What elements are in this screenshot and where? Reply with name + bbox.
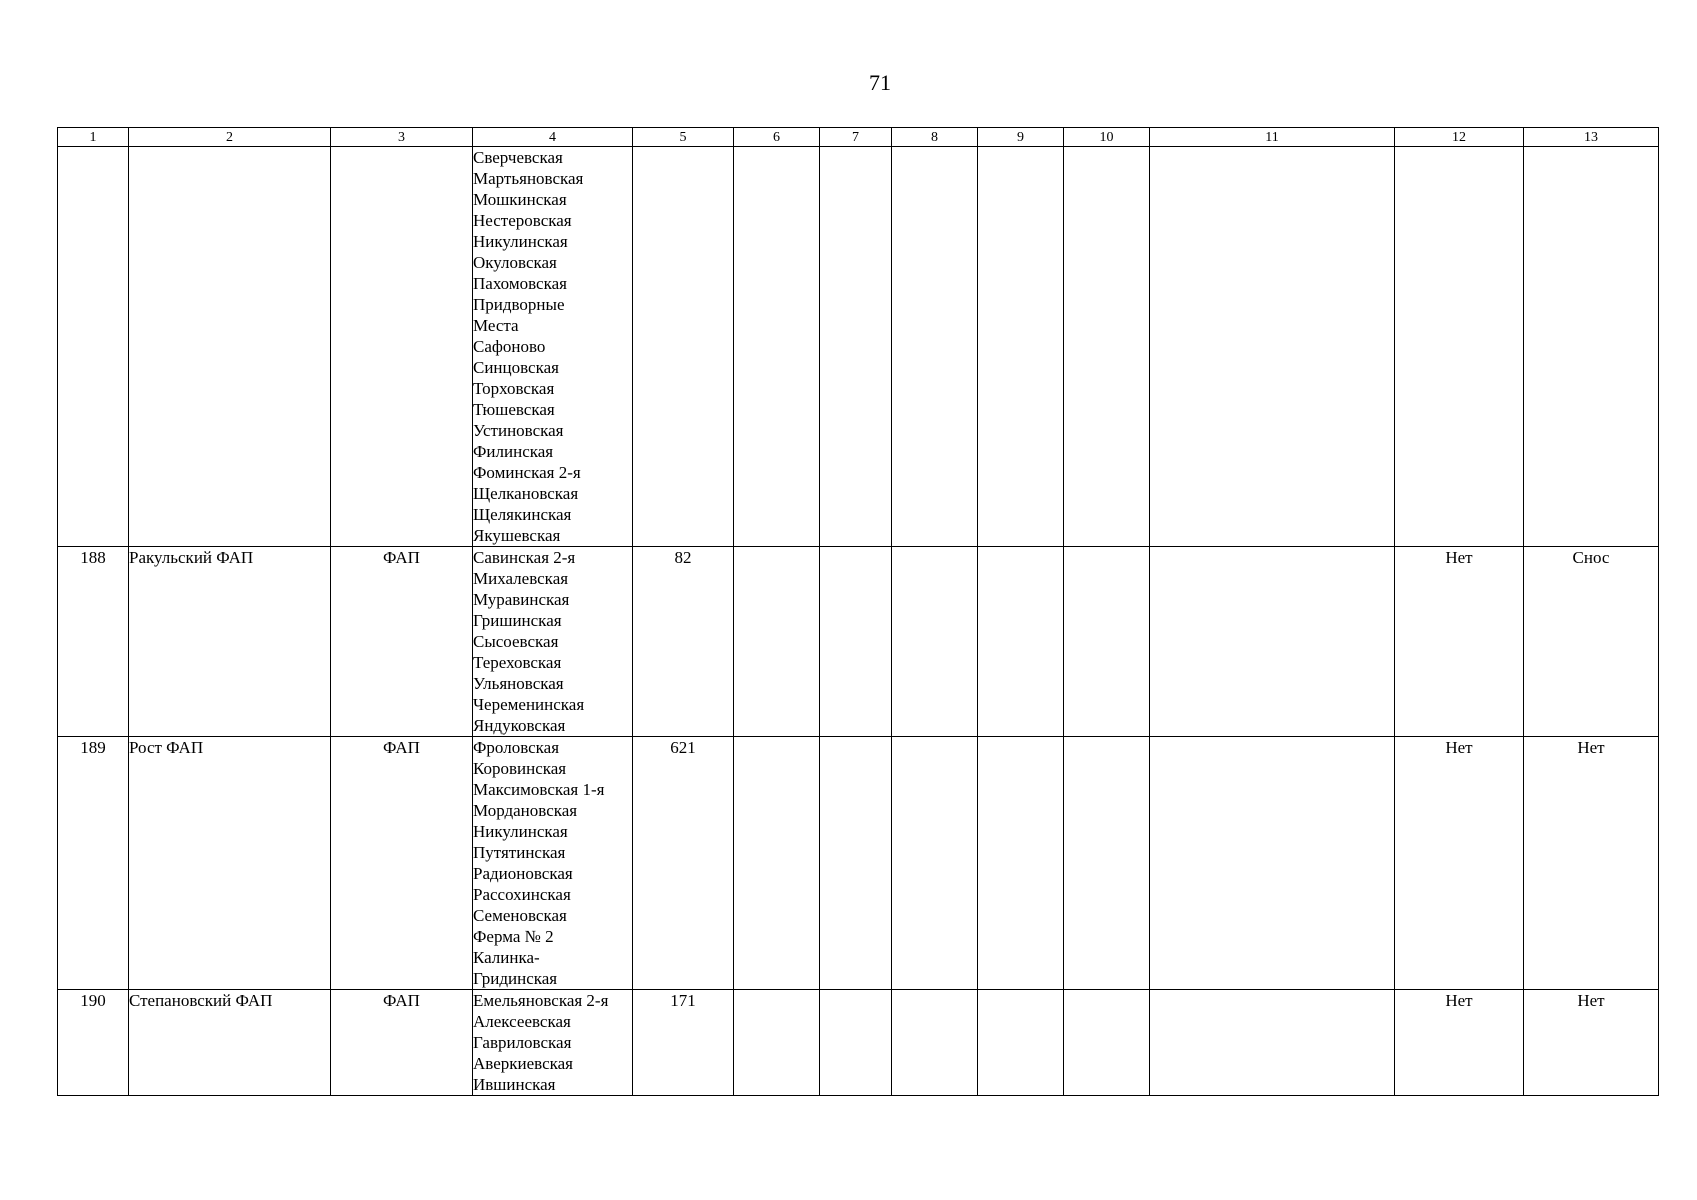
empty-cell	[1064, 737, 1150, 990]
col13-value: Нет	[1524, 990, 1659, 1096]
empty-cell	[820, 990, 892, 1096]
place-name: Емельяновская 2-я	[473, 991, 609, 1010]
place-name: Ферма № 2	[473, 927, 554, 946]
place-name: Гришинская	[473, 611, 562, 630]
place-name: Алексеевская	[473, 1012, 571, 1031]
place-name: Тереховская	[473, 653, 562, 672]
column-header: 1	[58, 128, 129, 147]
col12-value: Нет	[1395, 990, 1524, 1096]
data-table	[57, 127, 1659, 1096]
column-header: 3	[331, 128, 473, 147]
facility-type: ФАП	[331, 737, 473, 990]
table-row	[58, 737, 1659, 990]
row-number: 188	[58, 547, 129, 737]
column-header: 13	[1524, 128, 1659, 147]
empty-cell	[892, 990, 978, 1096]
col13-value: Нет	[1524, 737, 1659, 990]
empty-cell	[1150, 547, 1395, 737]
facility-type	[331, 147, 473, 547]
place-name: Аверкиевская	[473, 1054, 573, 1073]
empty-cell	[820, 147, 892, 547]
empty-cell	[734, 990, 820, 1096]
empty-cell	[1064, 547, 1150, 737]
header-row	[58, 128, 1659, 147]
column-header: 10	[1064, 128, 1150, 147]
col12-value: Нет	[1395, 547, 1524, 737]
population: 82	[633, 547, 734, 737]
empty-cell	[734, 737, 820, 990]
facility-name: Степановский ФАП	[129, 990, 331, 1096]
column-header: 7	[820, 128, 892, 147]
population: 621	[633, 737, 734, 990]
place-name: Сверчевская	[473, 148, 563, 167]
facility-name: Ракульский ФАП	[129, 547, 331, 737]
place-name: Ульяновская	[473, 674, 564, 693]
column-header: 2	[129, 128, 331, 147]
place-name: Фоминская 2-я	[473, 463, 581, 482]
column-header: 8	[892, 128, 978, 147]
places-list	[473, 547, 633, 737]
place-name: Сысоевская	[473, 632, 559, 651]
place-name: Муравинская	[473, 590, 570, 609]
places-list	[473, 147, 633, 547]
empty-cell	[820, 547, 892, 737]
empty-cell	[1150, 990, 1395, 1096]
place-name: Щелякинская	[473, 505, 572, 524]
places-list	[473, 990, 633, 1096]
place-name: Семеновская	[473, 906, 567, 925]
col12-value: Нет	[1395, 737, 1524, 990]
empty-cell	[892, 147, 978, 547]
place-name: Сафоново	[473, 337, 546, 356]
column-header: 6	[734, 128, 820, 147]
place-name: Фроловская	[473, 738, 560, 757]
place-name: Тюшевская	[473, 400, 555, 419]
place-name: Мордановская	[473, 801, 578, 820]
population	[633, 147, 734, 547]
row-number: 189	[58, 737, 129, 990]
empty-cell	[820, 737, 892, 990]
places-list	[473, 737, 633, 990]
empty-cell	[978, 737, 1064, 990]
row-number: 190	[58, 990, 129, 1096]
table-row	[58, 147, 1659, 547]
place-name: Никулинская	[473, 822, 568, 841]
empty-cell	[892, 737, 978, 990]
place-name: Места	[473, 316, 519, 335]
place-name: Нестеровская	[473, 211, 572, 230]
place-name: Радионовская	[473, 864, 573, 883]
page-number: 71	[869, 70, 891, 95]
place-name: Никулинская	[473, 232, 568, 251]
place-name: Череменинская	[473, 695, 585, 714]
place-name: Синцовская	[473, 358, 559, 377]
place-name: Гавриловская	[473, 1033, 572, 1052]
column-header: 9	[978, 128, 1064, 147]
column-header: 4	[473, 128, 633, 147]
facility-type: ФАП	[331, 990, 473, 1096]
place-name: Пахомовская	[473, 274, 567, 293]
table-row	[58, 547, 1659, 737]
column-header: 12	[1395, 128, 1524, 147]
empty-cell	[978, 547, 1064, 737]
population: 171	[633, 990, 734, 1096]
empty-cell	[734, 547, 820, 737]
empty-cell	[1064, 147, 1150, 547]
place-name: Якушевская	[473, 526, 561, 545]
place-name: Михалевская	[473, 569, 569, 588]
place-name: Щелкановская	[473, 484, 579, 503]
empty-cell	[978, 147, 1064, 547]
table-row	[58, 990, 1659, 1096]
col13-value: Снос	[1524, 547, 1659, 737]
place-name: Рассохинская	[473, 885, 571, 904]
column-header: 11	[1150, 128, 1395, 147]
place-name: Путятинская	[473, 843, 566, 862]
empty-cell	[734, 147, 820, 547]
place-name: Яндуковская	[473, 716, 566, 735]
facility-name	[129, 147, 331, 547]
empty-cell	[1150, 737, 1395, 990]
row-number	[58, 147, 129, 547]
empty-cell	[978, 990, 1064, 1096]
place-name: Савинская 2-я	[473, 548, 576, 567]
col12-value	[1395, 147, 1524, 547]
place-name: Устиновская	[473, 421, 564, 440]
column-header: 5	[633, 128, 734, 147]
facility-type: ФАП	[331, 547, 473, 737]
facility-name: Рост ФАП	[129, 737, 331, 990]
place-name: Окуловская	[473, 253, 557, 272]
place-name: Мартьяновская	[473, 169, 584, 188]
col13-value	[1524, 147, 1659, 547]
place-name: Калинка-	[473, 948, 540, 967]
place-name: Максимовская 1-я	[473, 780, 605, 799]
place-name: Коровинская	[473, 759, 567, 778]
place-name: Ившинская	[473, 1075, 556, 1094]
empty-cell	[892, 547, 978, 737]
place-name: Придворные	[473, 295, 565, 314]
place-name: Филинская	[473, 442, 554, 461]
place-name: Мошкинская	[473, 190, 567, 209]
place-name: Гридинская	[473, 969, 558, 988]
place-name: Торховская	[473, 379, 555, 398]
empty-cell	[1064, 990, 1150, 1096]
empty-cell	[1150, 147, 1395, 547]
